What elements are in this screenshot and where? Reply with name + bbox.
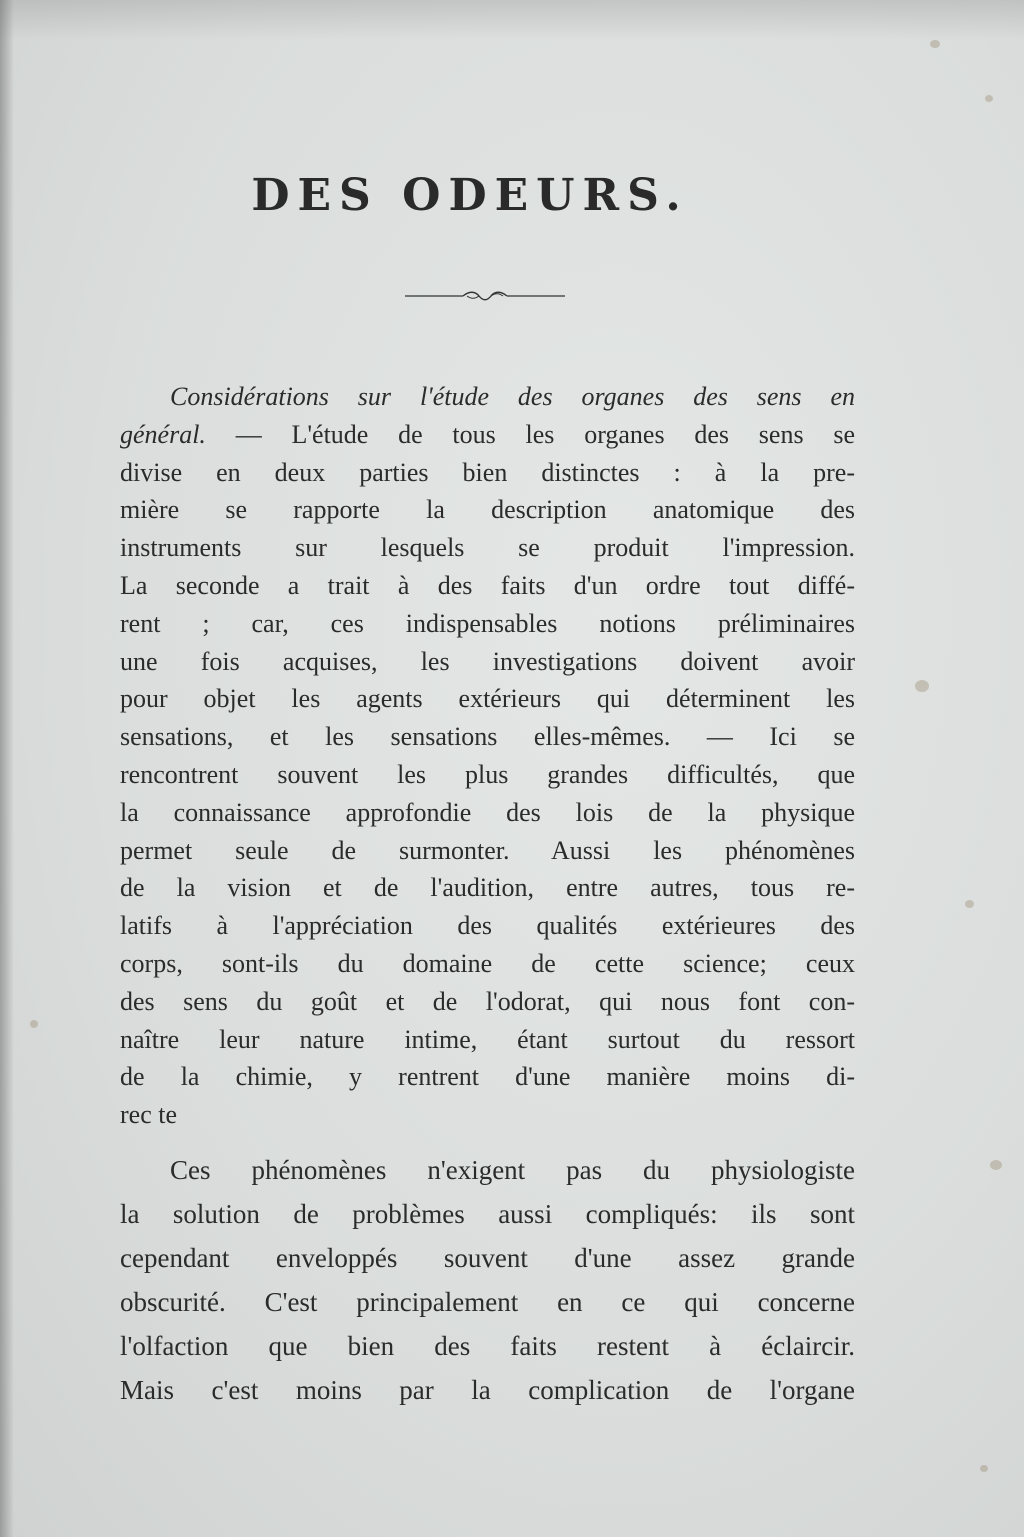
text-line: des sens du goût et de l'odorat, qui nous font con- bbox=[120, 986, 855, 1016]
page-left-edge bbox=[0, 0, 14, 1537]
text-line: sensations, et les sensations elles-mêmes. — Ici se bbox=[120, 722, 855, 752]
paragraph-1 bbox=[120, 378, 855, 1134]
text-line: latifs à l'appréciation des qualités extérieures des bbox=[120, 911, 855, 941]
text-line: naître leur nature intime, étant surtout du ressort bbox=[120, 1024, 855, 1054]
text-line: La seconde a trait à des faits d'un ordre tout diffé- bbox=[120, 570, 855, 600]
text-line: général. — L'étude de tous les organes des sens se bbox=[120, 419, 855, 449]
text-line: mière se rapporte la description anatomique des bbox=[120, 495, 855, 525]
foxing-spot bbox=[915, 680, 929, 692]
foxing-spot bbox=[30, 1020, 38, 1028]
text-line: la solution de problèmes aussi compliqués: ils sont bbox=[120, 1198, 855, 1229]
ornament-divider bbox=[405, 288, 565, 304]
text-line: la connaissance approfondie des lois de la physique bbox=[120, 797, 855, 827]
foxing-spot bbox=[965, 900, 974, 908]
page-title: DES ODEURS. bbox=[251, 170, 689, 221]
body-text bbox=[120, 378, 855, 1412]
text-line: une fois acquises, les investigations doivent avoir bbox=[120, 646, 855, 676]
foxing-spot bbox=[985, 95, 993, 102]
text-line: rec te bbox=[120, 1100, 178, 1130]
text-line: l'olfaction que bien des faits restent à éclaircir. bbox=[120, 1330, 855, 1361]
text-line: rent ; car, ces indispensables notions préliminaires bbox=[120, 608, 855, 638]
text-line: Considérations sur l'étude des organes des sens en bbox=[170, 382, 855, 411]
text-line: obscurité. C'est principalement en ce qui concerne bbox=[120, 1286, 855, 1317]
foxing-spot bbox=[930, 40, 940, 48]
page-top-shadow bbox=[0, 0, 1024, 40]
text-line: de la vision et de l'audition, entre autres, tous re- bbox=[120, 873, 855, 903]
text-line: Ces phénomènes n'exigent pas du physiologiste bbox=[170, 1154, 855, 1185]
foxing-spot bbox=[990, 1160, 1002, 1170]
text-line: rencontrent souvent les plus grandes difficultés, que bbox=[120, 759, 855, 789]
foxing-spot bbox=[980, 1465, 988, 1472]
text-line: de la chimie, y rentrent d'une manière moins di- bbox=[120, 1062, 855, 1092]
text-line: permet seule de surmonter. Aussi les phénomènes bbox=[120, 835, 855, 865]
text-line: corps, sont-ils du domaine de cette science; ceux bbox=[120, 948, 855, 978]
text-line: Mais c'est moins par la complication de l'organe bbox=[120, 1374, 855, 1405]
text-line: divise en deux parties bien distinctes : à la pre- bbox=[120, 457, 855, 487]
text-line: cependant enveloppés souvent d'une assez grande bbox=[120, 1242, 855, 1273]
paragraph-2 bbox=[120, 1148, 855, 1412]
text-line: pour objet les agents extérieurs qui déterminent les bbox=[120, 684, 855, 714]
text-line: instruments sur lesquels se produit l'impression. bbox=[120, 533, 855, 563]
